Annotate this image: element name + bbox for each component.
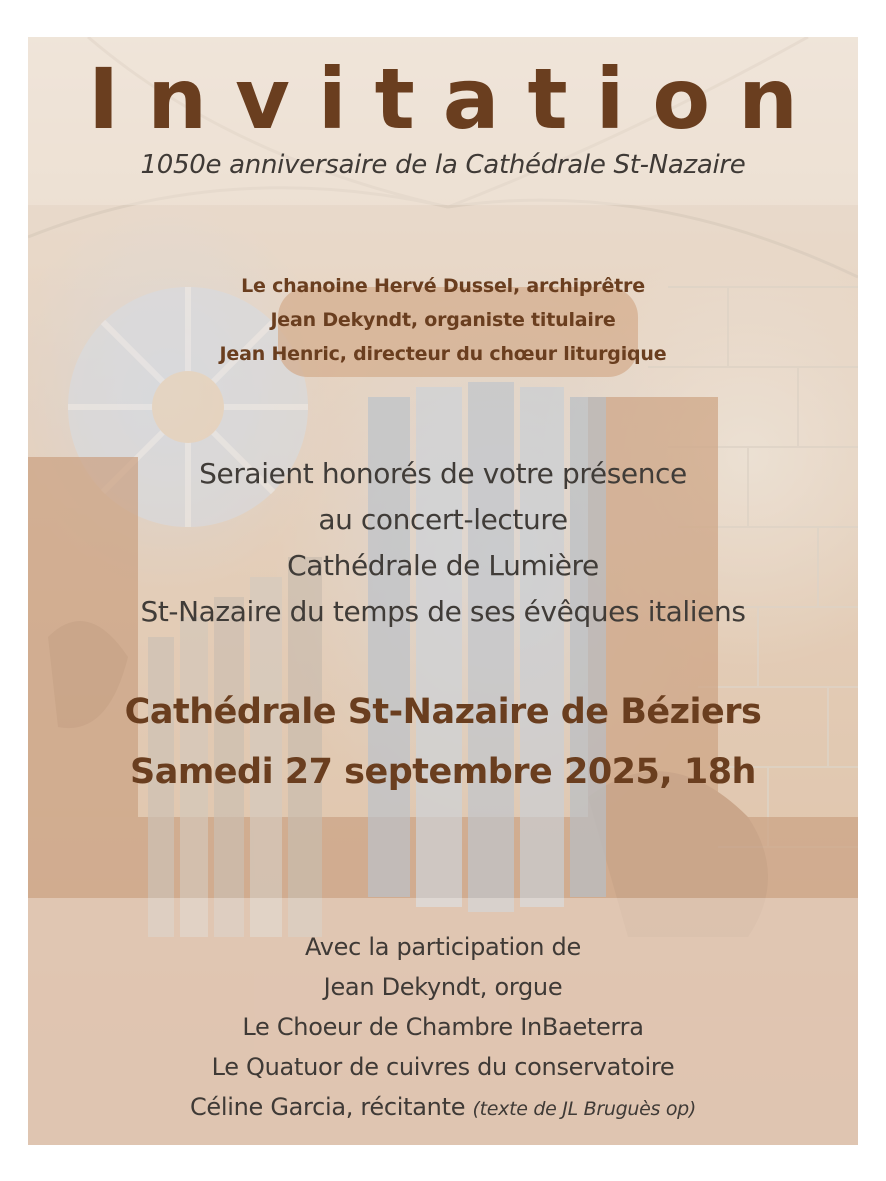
reciter-note: (texte de JL Bruguès op) xyxy=(472,1098,697,1120)
hosts-block xyxy=(28,269,858,371)
message-line: Seraient honorés de votre présence xyxy=(199,457,687,490)
participation-heading: Avec la participation de xyxy=(305,933,581,961)
host-line: Jean Dekyndt, organiste titulaire xyxy=(270,309,616,331)
invitation-title: Invitation xyxy=(88,50,826,148)
message-line: St-Nazaire du temps de ses évêques italiens xyxy=(140,595,746,628)
reciter-name: Céline Garcia, récitante xyxy=(189,1093,466,1121)
host-line: Jean Henric, directeur du chœur liturgique xyxy=(219,343,667,365)
event-date-time: Samedi 27 septembre 2025, 18h xyxy=(130,752,756,792)
message-line: au concert-lecture xyxy=(318,503,568,536)
message-line: Cathédrale de Lumière xyxy=(287,549,599,582)
participant-line: Le Quatuor de cuivres du conservatoire xyxy=(211,1053,675,1081)
venue-name: Cathédrale St-Nazaire de Béziers xyxy=(124,692,762,732)
anniversary-subtitle: 1050e anniversaire de la Cathédrale St-Nazaire xyxy=(140,150,746,180)
participants-block xyxy=(28,927,858,1127)
host-line: Le chanoine Hervé Dussel, archiprêtre xyxy=(241,275,645,297)
event-details xyxy=(28,682,858,802)
invitation-message xyxy=(28,451,858,635)
reciter-line xyxy=(28,1087,858,1127)
participant-line: Jean Dekyndt, orgue xyxy=(323,973,563,1001)
participant-line: Le Choeur de Chambre InBaeterra xyxy=(242,1013,644,1041)
invitation-card xyxy=(28,37,858,1145)
